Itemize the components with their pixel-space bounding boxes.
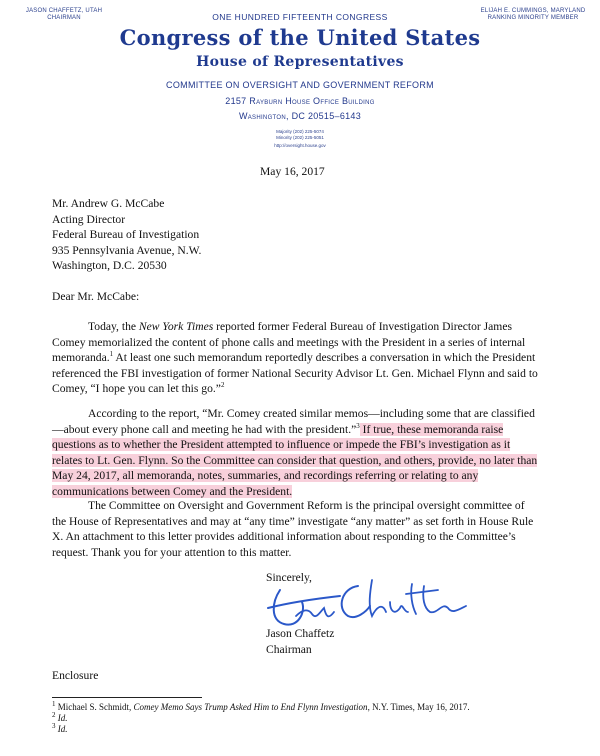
address-line-2: Washington, DC 20515–6143 <box>238 111 362 121</box>
recipient-address <box>52 196 352 274</box>
phone-block <box>240 129 360 149</box>
website: http://oversight.house.gov <box>274 143 326 148</box>
signer-title: Chairman <box>266 642 312 656</box>
signature <box>262 572 472 632</box>
letter-date: May 16, 2017 <box>260 165 325 178</box>
paragraph-1 <box>52 319 540 397</box>
footnotes <box>52 702 592 735</box>
recipient-line: 935 Pennsylvania Avenue, N.W. <box>52 243 202 257</box>
chairman-header <box>4 8 124 22</box>
address-line-1: 2157 Rayburn House Office Building <box>225 96 375 106</box>
footnote-ref: 3 <box>356 421 360 430</box>
phone-majority: Majority (202) 225-5074 <box>276 129 324 134</box>
ranking-member-header <box>470 8 596 22</box>
footnote-1: $^1$ Michael S. Schmidt, Comey Memo Says Trump Asked Him to End Flynn Investigation, N.Y. Times, May 16, 2017. <box>52 700 470 712</box>
recipient-line: Mr. Andrew G. McCabe <box>52 197 165 210</box>
salutation: Dear Mr. McCabe: <box>52 290 140 303</box>
chairman-title: CHAIRMAN <box>47 15 81 21</box>
highlighted-passage: If true, these memoranda raise questions as to whether the President attempted to influence or impede the FBI’s investigation as it relates to Lt. Gen. Flynn. So the Committee can consider that question, and others, provide, no later than May 24, 2017, all memoranda, notes, summaries, and recordings referring or relating to any communications between Comey and the President. <box>52 422 538 498</box>
ranking-member-name: ELIJAH E. CUMMINGS, MARYLAND <box>480 8 586 14</box>
newspaper-name: New York Times <box>138 320 214 333</box>
footnote-ref: 2 <box>220 381 225 390</box>
paragraph-2 <box>52 406 540 499</box>
committee-name: COMMITTEE ON OVERSIGHT AND GOVERNMENT REFORM <box>166 80 434 90</box>
footnote-ref: 1 <box>109 350 114 359</box>
closing: Sincerely, <box>266 571 312 584</box>
para1-text: reported former Federal Bureau of Investigation Director James Comey memorialized the content of phone calls and meetings with the President in a series of internal memoranda. <box>52 320 526 364</box>
para2-text: According to the report, “Mr. Comey created similar memos—including some that are classified—about every phone call and meeting he had with the president.” <box>52 407 535 436</box>
para1-text: At least one such memorandum reportedly describes a conversation in which the President referenced the FBI investigation of former National Security Advisor Lt. Gen. Michael Flynn and said to Comey, “I hope you can let this go.” <box>52 351 538 395</box>
signer-name: Jason Chaffetz <box>266 627 335 640</box>
footnote-2: $^2$ Id. <box>52 711 68 723</box>
letterhead-subtitle: House of Representatives <box>196 54 404 70</box>
recipient-line: Acting Director <box>52 212 126 226</box>
paragraph-3: The Committee on Oversight and Government Reform is the principal oversight committee of the House of Representatives and may at “any time” investigate “any matter” as set forth in House Rule X. An attachment to this letter provides additional information about responding to the Committee’s request. Thank you for your attention to this matter. <box>52 499 534 559</box>
letterhead-title: Congress of the United States <box>119 25 481 50</box>
enclosure-note: Enclosure <box>52 669 99 682</box>
para1-text: Today, the <box>88 320 139 333</box>
recipient-line: Washington, D.C. 20530 <box>52 259 167 272</box>
recipient-line: Federal Bureau of Investigation <box>52 228 200 241</box>
footnote-divider <box>52 697 202 698</box>
ranking-member-title: RANKING MINORITY MEMBER <box>487 15 579 21</box>
footnote-3: $^3$ Id. <box>52 722 68 734</box>
chairman-name: JASON CHAFFETZ, UTAH <box>25 8 103 14</box>
phone-minority: Minority (202) 225-5051 <box>276 135 324 140</box>
congress-number: ONE HUNDRED FIFTEENTH CONGRESS <box>212 12 388 22</box>
signer-block <box>266 626 334 657</box>
